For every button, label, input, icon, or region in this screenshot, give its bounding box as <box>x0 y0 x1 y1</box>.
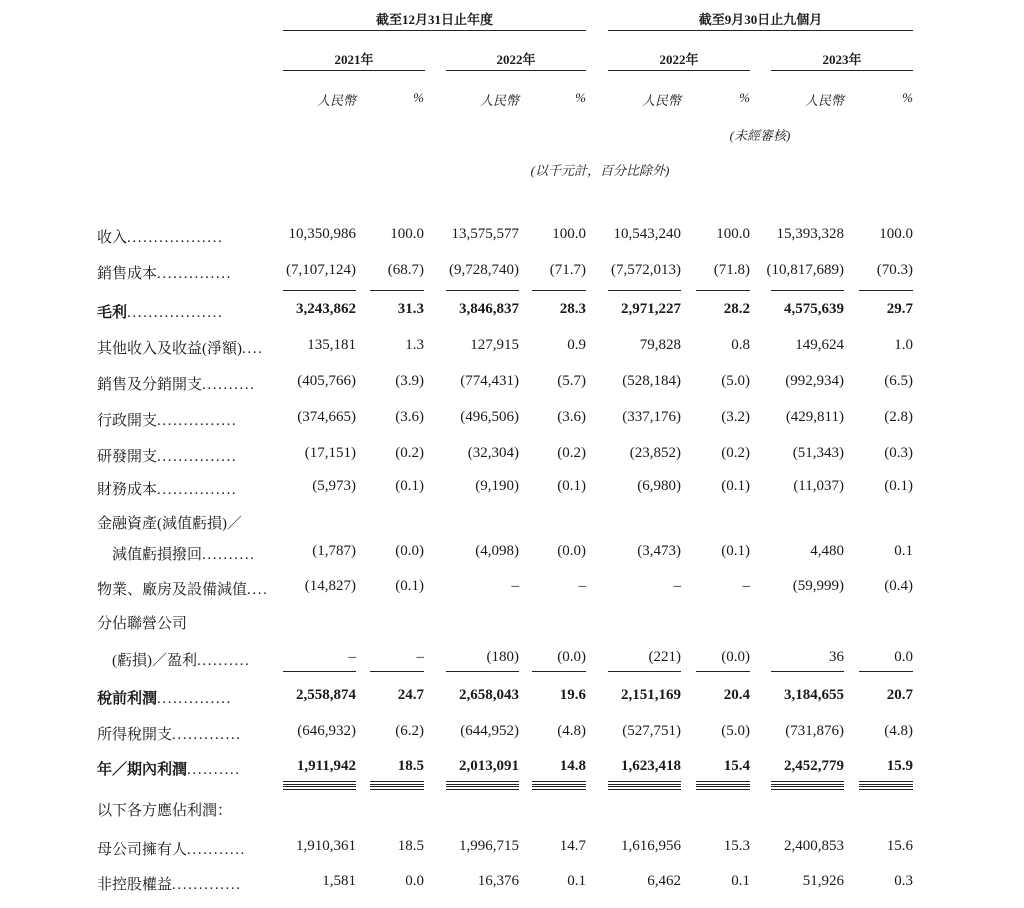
cell-rmb-2021: (646,932) <box>297 723 356 739</box>
period-header-full-year: 截至12月31日止年度 <box>375 12 493 27</box>
cell-rmb-2023: (51,343) <box>792 445 844 461</box>
cell-pct-2023: (2.8) <box>884 409 913 425</box>
cell-rmb-2023: 15,393,328 <box>776 226 844 242</box>
period-rule-nine-months <box>608 30 913 31</box>
subtotal-rule <box>608 290 681 291</box>
cell-rmb-2022-fy: (9,728,740) <box>449 262 519 278</box>
leader-dots: ........... <box>187 842 246 858</box>
subtotal-rule <box>859 290 913 291</box>
subtotal-rule <box>771 671 844 672</box>
year-rule-2022-fy <box>446 70 586 71</box>
leader-dots: ............. <box>172 877 242 893</box>
cell-pct-2022-fy: – <box>578 578 586 594</box>
row-label: 收入.................. <box>97 230 224 246</box>
leader-dots: ............. <box>172 727 242 743</box>
cell-pct-2022-fy: (0.0) <box>557 543 586 559</box>
cell-pct-2023: (0.3) <box>884 445 913 461</box>
cell-pct-2022-fy: 0.9 <box>567 337 586 353</box>
cell-rmb-2021: 1,910,361 <box>296 838 356 854</box>
cell-rmb-2022-9m: 1,623,418 <box>621 758 681 774</box>
cell-rmb-2021: (1,787) <box>312 543 356 559</box>
subtotal-rule <box>696 290 750 291</box>
cell-rmb-2021: 10,350,986 <box>288 226 356 242</box>
total-double-rule <box>283 786 356 790</box>
year-rule-2023 <box>771 70 913 71</box>
cell-rmb-2022-fy: (180) <box>486 649 519 665</box>
cell-rmb-2023: (59,999) <box>792 578 844 594</box>
cell-pct-2022-9m: 28.2 <box>723 301 750 317</box>
subtotal-rule <box>608 671 681 672</box>
cell-rmb-2022-9m: (6,980) <box>637 478 681 494</box>
year-header-2021: 2021年 <box>334 52 374 67</box>
total-double-rule <box>696 786 750 790</box>
cell-rmb-2022-fy: (774,431) <box>460 373 519 389</box>
cell-rmb-2022-fy: 2,013,091 <box>459 758 519 774</box>
total-double-rule <box>771 781 844 785</box>
cell-rmb-2023: 36 <box>829 649 844 665</box>
cell-rmb-2023: 3,184,655 <box>784 687 844 703</box>
cell-rmb-2022-9m: (23,852) <box>629 445 681 461</box>
unaudited-note: (未經審核) <box>729 128 791 143</box>
cell-rmb-2022-fy: 16,376 <box>477 873 519 889</box>
cell-pct-2022-9m: (0.1) <box>721 543 750 559</box>
leader-dots: .......... <box>202 377 256 393</box>
row-label: 年／期內利潤.......... <box>97 762 241 778</box>
row-label: 研發開支............... <box>97 449 238 465</box>
cell-pct-2021: (3.6) <box>395 409 424 425</box>
cell-pct-2022-9m: (5.0) <box>721 373 750 389</box>
cell-rmb-2021: 1,581 <box>322 873 356 889</box>
cell-rmb-2022-fy: (32,304) <box>467 445 519 461</box>
cell-rmb-2021: 1,911,942 <box>296 758 356 774</box>
cell-rmb-2022-fy: 1,996,715 <box>459 838 519 854</box>
cell-rmb-2023: 2,400,853 <box>784 838 844 854</box>
cell-pct-2021: 31.3 <box>397 301 424 317</box>
cell-rmb-2022-fy: (644,952) <box>460 723 519 739</box>
subtotal-rule <box>370 671 424 672</box>
leader-dots: .......... <box>202 547 256 563</box>
cell-pct-2021: (3.9) <box>395 373 424 389</box>
cell-rmb-2022-9m: (7,572,013) <box>611 262 681 278</box>
cell-rmb-2022-fy: 127,915 <box>470 337 519 353</box>
cell-rmb-2022-9m: 6,462 <box>647 873 681 889</box>
cell-pct-2022-fy: 14.8 <box>559 758 586 774</box>
total-double-rule <box>446 781 519 785</box>
total-double-rule <box>696 781 750 785</box>
cell-pct-2022-9m: 20.4 <box>723 687 750 703</box>
leader-dots: .................. <box>127 305 224 321</box>
cell-pct-2021: 18.5 <box>397 838 424 854</box>
cell-pct-2022-fy: (0.2) <box>557 445 586 461</box>
cell-pct-2023: 15.6 <box>886 838 913 854</box>
cell-pct-2023: 20.7 <box>886 687 913 703</box>
cell-pct-2021: – <box>416 649 424 665</box>
cell-rmb-2022-9m: 10,543,240 <box>613 226 681 242</box>
cell-rmb-2022-9m: (337,176) <box>622 409 681 425</box>
cell-rmb-2022-fy: (4,098) <box>475 543 519 559</box>
year-header-2022-fy: 2022年 <box>496 52 536 67</box>
cell-rmb-2021: 3,243,862 <box>296 301 356 317</box>
total-double-rule <box>532 786 586 790</box>
subtotal-rule <box>696 671 750 672</box>
cell-pct-2022-9m: (0.2) <box>721 445 750 461</box>
cell-pct-2022-fy: 100.0 <box>552 226 586 242</box>
row-label: 銷售成本.............. <box>97 266 232 282</box>
cell-rmb-2023: 51,926 <box>802 873 844 889</box>
subtotal-rule <box>532 671 586 672</box>
cell-pct-2022-9m: 0.1 <box>731 873 750 889</box>
subtotal-rule <box>446 671 519 672</box>
cell-pct-2022-9m: 15.3 <box>723 838 750 854</box>
subtotal-rule <box>283 290 356 291</box>
cell-rmb-2021: – <box>348 649 356 665</box>
cell-pct-2021: (6.2) <box>395 723 424 739</box>
row-label: 其他收入及收益(淨額).... <box>97 341 264 357</box>
cell-pct-2022-fy: (0.0) <box>557 649 586 665</box>
cell-pct-2022-9m: – <box>742 578 750 594</box>
leader-dots: .... <box>247 582 269 598</box>
cell-rmb-2021: (405,766) <box>297 373 356 389</box>
cell-rmb-2023: (10,817,689) <box>766 262 844 278</box>
total-double-rule <box>370 786 424 790</box>
cell-pct-2022-9m: 100.0 <box>716 226 750 242</box>
row-label: 行政開支............... <box>97 413 238 429</box>
row-label: 銷售及分銷開支.......... <box>97 377 256 393</box>
total-double-rule <box>859 786 913 790</box>
leader-dots: .......... <box>197 653 251 669</box>
leader-dots: .............. <box>157 691 232 707</box>
leader-dots: ............... <box>157 449 238 465</box>
cell-rmb-2021: 135,181 <box>307 337 356 353</box>
year-header-2023: 2023年 <box>822 52 862 67</box>
row-label: 母公司擁有人........... <box>97 842 246 858</box>
cell-rmb-2022-9m: (528,184) <box>622 373 681 389</box>
leader-dots: .......... <box>187 762 241 778</box>
cell-rmb-2021: (374,665) <box>297 409 356 425</box>
cell-pct-2022-9m: (71.8) <box>713 262 750 278</box>
cell-pct-2021: 100.0 <box>390 226 424 242</box>
unit-pct-2022-9m: % <box>739 90 750 105</box>
cell-pct-2022-fy: 28.3 <box>559 301 586 317</box>
cell-pct-2022-fy: (3.6) <box>557 409 586 425</box>
thousands-note: (以千元計，百分比除外) <box>530 163 670 178</box>
cell-pct-2022-9m: (0.0) <box>721 649 750 665</box>
cell-rmb-2022-9m: (527,751) <box>622 723 681 739</box>
cell-pct-2022-9m: 0.8 <box>731 337 750 353</box>
row-label: 減值虧損撥回.......... <box>97 547 256 563</box>
cell-rmb-2022-9m: 2,151,169 <box>621 687 681 703</box>
cell-rmb-2022-fy: 3,846,837 <box>459 301 519 317</box>
cell-pct-2023: 15.9 <box>886 758 913 774</box>
cell-pct-2022-9m: (3.2) <box>721 409 750 425</box>
row-label: 非控股權益............. <box>97 877 242 893</box>
leader-dots: .................. <box>127 230 224 246</box>
unit-pct-2022-fy: % <box>575 90 586 105</box>
cell-rmb-2022-9m: 1,616,956 <box>621 838 681 854</box>
total-double-rule <box>771 786 844 790</box>
cell-rmb-2023: (429,811) <box>785 409 844 425</box>
cell-pct-2023: 29.7 <box>886 301 913 317</box>
cell-pct-2022-9m: 15.4 <box>723 758 750 774</box>
cell-rmb-2021: (14,827) <box>304 578 356 594</box>
total-double-rule <box>283 781 356 785</box>
cell-pct-2023: (0.1) <box>884 478 913 494</box>
cell-rmb-2023: 4,575,639 <box>784 301 844 317</box>
cell-pct-2021: (0.2) <box>395 445 424 461</box>
cell-pct-2023: 100.0 <box>879 226 913 242</box>
leader-dots: ............... <box>157 413 238 429</box>
row-label: 毛利.................. <box>97 305 224 321</box>
total-double-rule <box>370 781 424 785</box>
cell-pct-2021: (0.0) <box>395 543 424 559</box>
cell-rmb-2022-9m: (221) <box>648 649 681 665</box>
cell-pct-2022-fy: 19.6 <box>559 687 586 703</box>
cell-pct-2021: (0.1) <box>395 578 424 594</box>
row-label: 分佔聯營公司 <box>97 616 188 632</box>
period-rule-full-year <box>283 30 586 31</box>
cell-pct-2021: 0.0 <box>405 873 424 889</box>
cell-pct-2022-9m: (5.0) <box>721 723 750 739</box>
unit-rmb-2022-9m: 人民幣 <box>641 93 681 108</box>
cell-rmb-2023: 149,624 <box>795 337 844 353</box>
leader-dots: ............... <box>157 482 238 498</box>
unit-pct-2021: % <box>413 90 424 105</box>
row-label: 稅前利潤.............. <box>97 691 232 707</box>
cell-rmb-2023: 4,480 <box>810 543 844 559</box>
row-label: 金融資產(減值虧損)／ <box>97 516 242 532</box>
cell-rmb-2022-fy: – <box>511 578 519 594</box>
cell-rmb-2023: 2,452,779 <box>784 758 844 774</box>
cell-rmb-2021: (17,151) <box>304 445 356 461</box>
cell-rmb-2022-9m: 79,828 <box>639 337 681 353</box>
cell-pct-2023: 0.1 <box>894 543 913 559</box>
year-header-2022-9m: 2022年 <box>659 52 699 67</box>
unit-pct-2023: % <box>902 90 913 105</box>
row-label: 財務成本............... <box>97 482 238 498</box>
cell-rmb-2021: (7,107,124) <box>286 262 356 278</box>
total-double-rule <box>608 781 681 785</box>
subtotal-rule <box>532 290 586 291</box>
subtotal-rule <box>771 290 844 291</box>
cell-rmb-2021: 2,558,874 <box>296 687 356 703</box>
cell-pct-2023: (0.4) <box>884 578 913 594</box>
cell-pct-2023: (4.8) <box>884 723 913 739</box>
cell-pct-2022-fy: (71.7) <box>549 262 586 278</box>
cell-rmb-2023: (992,934) <box>785 373 844 389</box>
subtotal-rule <box>370 290 424 291</box>
cell-rmb-2022-9m: 2,971,227 <box>621 301 681 317</box>
cell-pct-2022-fy: 14.7 <box>559 838 586 854</box>
row-label: 以下各方應佔利潤： <box>97 803 233 819</box>
cell-pct-2021: 18.5 <box>397 758 424 774</box>
total-double-rule <box>608 786 681 790</box>
cell-rmb-2022-fy: 13,575,577 <box>451 226 519 242</box>
cell-rmb-2021: (5,973) <box>312 478 356 494</box>
cell-rmb-2022-fy: 2,658,043 <box>459 687 519 703</box>
total-double-rule <box>859 781 913 785</box>
subtotal-rule <box>446 290 519 291</box>
cell-pct-2021: 24.7 <box>397 687 424 703</box>
cell-pct-2022-fy: 0.1 <box>567 873 586 889</box>
leader-dots: .... <box>242 341 264 357</box>
cell-rmb-2023: (11,037) <box>793 478 844 494</box>
cell-pct-2021: 1.3 <box>405 337 424 353</box>
cell-pct-2021: (0.1) <box>395 478 424 494</box>
row-label: 物業、廠房及設備減值.... <box>97 582 269 598</box>
cell-pct-2023: 1.0 <box>894 337 913 353</box>
cell-rmb-2023: (731,876) <box>785 723 844 739</box>
cell-pct-2023: (70.3) <box>876 262 913 278</box>
total-double-rule <box>446 786 519 790</box>
cell-pct-2022-fy: (5.7) <box>557 373 586 389</box>
cell-pct-2022-fy: (4.8) <box>557 723 586 739</box>
cell-pct-2023: 0.3 <box>894 873 913 889</box>
cell-pct-2023: 0.0 <box>894 649 913 665</box>
total-double-rule <box>532 781 586 785</box>
cell-rmb-2022-9m: (3,473) <box>637 543 681 559</box>
unit-rmb-2021: 人民幣 <box>316 93 356 108</box>
cell-pct-2022-9m: (0.1) <box>721 478 750 494</box>
cell-rmb-2022-9m: – <box>673 578 681 594</box>
year-rule-2022-9m <box>608 70 750 71</box>
subtotal-rule <box>283 671 356 672</box>
cell-rmb-2022-fy: (9,190) <box>475 478 519 494</box>
subtotal-rule <box>859 671 913 672</box>
cell-pct-2022-fy: (0.1) <box>557 478 586 494</box>
cell-rmb-2022-fy: (496,506) <box>460 409 519 425</box>
row-label: (虧損)／盈利.......... <box>97 653 251 669</box>
unit-rmb-2022-fy: 人民幣 <box>479 93 519 108</box>
leader-dots: .............. <box>157 266 232 282</box>
year-rule-2021 <box>283 70 425 71</box>
unit-rmb-2023: 人民幣 <box>804 93 844 108</box>
cell-pct-2023: (6.5) <box>884 373 913 389</box>
cell-pct-2021: (68.7) <box>387 262 424 278</box>
period-header-nine-months: 截至9月30日止九個月 <box>698 12 823 27</box>
row-label: 所得稅開支............. <box>97 727 242 743</box>
